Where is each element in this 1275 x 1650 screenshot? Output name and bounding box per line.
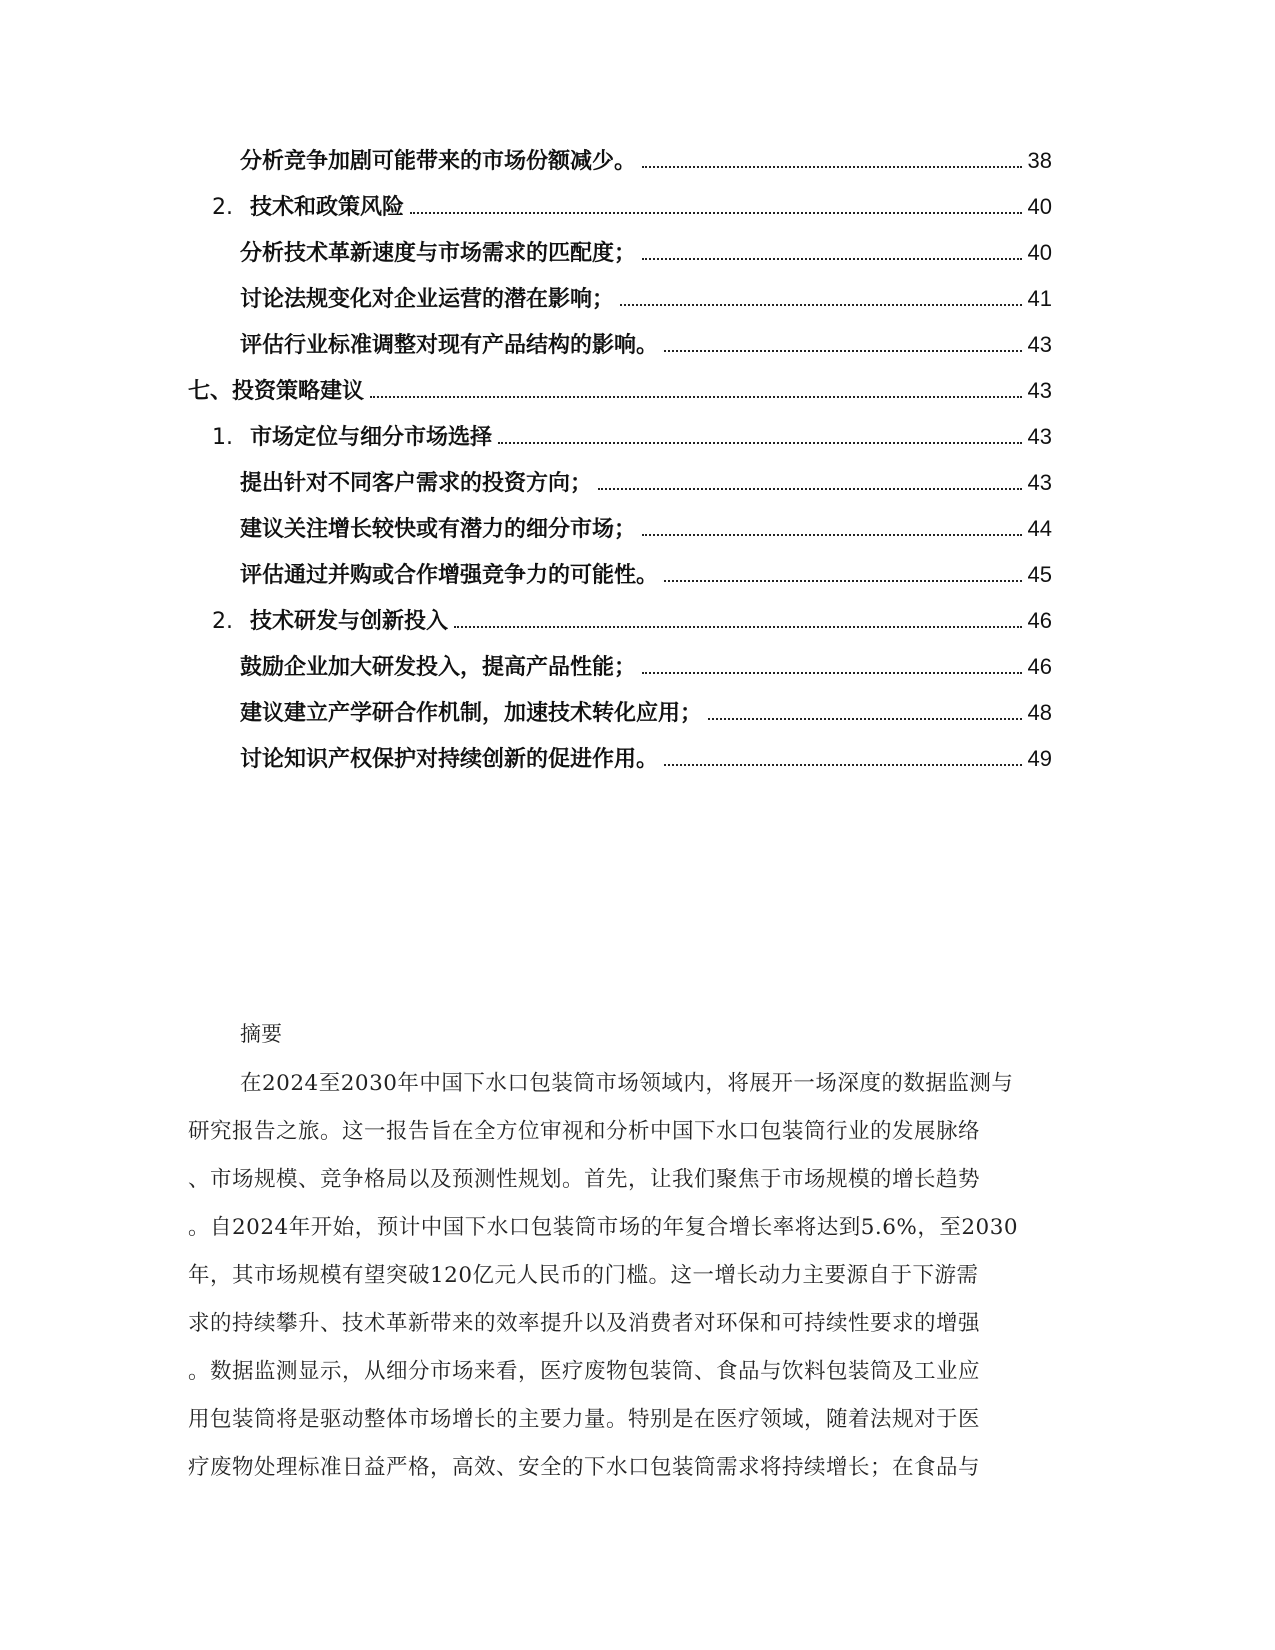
toc-entry-page: 44	[1027, 516, 1052, 541]
toc-entry-number: 2.	[212, 609, 233, 634]
toc-entry[interactable]	[240, 236, 1052, 270]
toc-entry-title: 评估行业标准调整对现有产品结构的影响。	[240, 333, 659, 358]
abstract-line: 用包装筒将是驱动整体市场增长的主要力量。特别是在医疗领域，随着法规对于医	[188, 1407, 981, 1432]
toc-entry-title: 讨论知识产权保护对持续创新的促进作用。	[240, 747, 659, 772]
toc-entry[interactable]	[240, 512, 1052, 546]
toc-entry[interactable]	[240, 144, 1052, 178]
toc-entry-page: 49	[1027, 746, 1052, 771]
abstract-line: 在2024至2030年中国下水口包装筒市场领域内，将展开一场深度的数据监测与	[240, 1071, 1014, 1096]
abstract-heading: 摘要	[240, 1022, 282, 1046]
toc-leader	[664, 764, 1022, 766]
toc-entry-page: 43	[1027, 424, 1052, 449]
toc-entry-title: 建议关注增长较快或有潜力的细分市场；	[240, 517, 637, 542]
toc-leader	[370, 396, 1022, 398]
toc-entry-title: 技术研发与创新投入	[250, 609, 449, 634]
toc-entry-page: 46	[1027, 608, 1052, 633]
toc-entry-title: 市场定位与细分市场选择	[250, 425, 493, 450]
toc-entry-page: 43	[1027, 470, 1052, 495]
toc-entry-title: 评估通过并购或合作增强竞争力的可能性。	[240, 563, 659, 588]
toc-leader	[642, 672, 1022, 674]
toc-leader	[642, 166, 1022, 168]
toc-entry-page: 41	[1027, 286, 1052, 311]
toc-leader	[664, 580, 1022, 582]
toc-entry-page: 40	[1027, 194, 1052, 219]
toc-entry[interactable]	[240, 696, 1052, 730]
toc-entry[interactable]	[240, 558, 1052, 592]
toc-entry-page: 43	[1027, 332, 1052, 357]
toc-entry-title: 分析竞争加剧可能带来的市场份额减少。	[240, 149, 637, 174]
toc-entry-title: 讨论法规变化对企业运营的潜在影响；	[240, 287, 615, 312]
toc-entry-page: 38	[1027, 148, 1052, 173]
toc-leader	[620, 304, 1022, 306]
toc-leader	[664, 350, 1022, 352]
abstract-body	[188, 1060, 1076, 1492]
toc-leader	[454, 626, 1022, 628]
toc-entry-number: 1.	[212, 425, 233, 450]
abstract-line: 求的持续攀升、技术革新带来的效率提升以及消费者对环保和可持续性要求的增强	[188, 1311, 981, 1336]
toc-leader	[498, 442, 1022, 444]
abstract-line: 。数据监测显示，从细分市场来看，医疗废物包装筒、食品与饮料包装筒及工业应	[188, 1359, 981, 1384]
toc-entry-title: 分析技术革新速度与市场需求的匹配度；	[240, 241, 637, 266]
toc-entry-page: 40	[1027, 240, 1052, 265]
toc-entry[interactable]	[212, 420, 1052, 454]
toc-leader	[642, 258, 1022, 260]
toc-entry[interactable]	[212, 604, 1052, 638]
toc-entry-title: 技术和政策风险	[250, 195, 405, 220]
toc-leader	[708, 718, 1022, 720]
toc-leader	[410, 212, 1022, 214]
toc-entry[interactable]	[240, 650, 1052, 684]
toc-entry-number: 2.	[212, 195, 233, 220]
toc-leader	[642, 534, 1022, 536]
toc-entry-page: 46	[1027, 654, 1052, 679]
toc-entry-page: 43	[1027, 378, 1052, 403]
toc-entry-title: 建议建立产学研合作机制，加速技术转化应用；	[240, 701, 703, 726]
toc-entry-title: 七、投资策略建议	[188, 379, 365, 404]
toc-entry[interactable]	[240, 742, 1052, 776]
toc-entry[interactable]	[240, 466, 1052, 500]
abstract-line: 研究报告之旅。这一报告旨在全方位审视和分析中国下水口包装筒行业的发展脉络	[188, 1119, 981, 1144]
abstract-line: 。自2024年开始，预计中国下水口包装筒市场的年复合增长率将达到5.6%，至2030	[188, 1215, 1019, 1240]
toc-entry-title: 提出针对不同客户需求的投资方向；	[240, 471, 593, 496]
abstract-line: 年，其市场规模有望突破120亿元人民币的门槛。这一增长动力主要源自于下游需	[188, 1263, 979, 1288]
toc-entry-chapter[interactable]	[188, 374, 1052, 408]
toc-entry[interactable]	[212, 190, 1052, 224]
toc-entry[interactable]	[240, 282, 1052, 316]
abstract-line: 疗废物处理标准日益严格，高效、安全的下水口包装筒需求将持续增长；在食品与	[188, 1455, 981, 1480]
toc-leader	[598, 488, 1022, 490]
toc-entry-title: 鼓励企业加大研发投入，提高产品性能；	[240, 655, 637, 680]
toc-entry-page: 48	[1027, 700, 1052, 725]
toc-entry[interactable]	[240, 328, 1052, 362]
toc-entry-page: 45	[1027, 562, 1052, 587]
abstract-line: 、市场规模、竞争格局以及预测性规划。首先，让我们聚焦于市场规模的增长趋势	[188, 1167, 981, 1192]
